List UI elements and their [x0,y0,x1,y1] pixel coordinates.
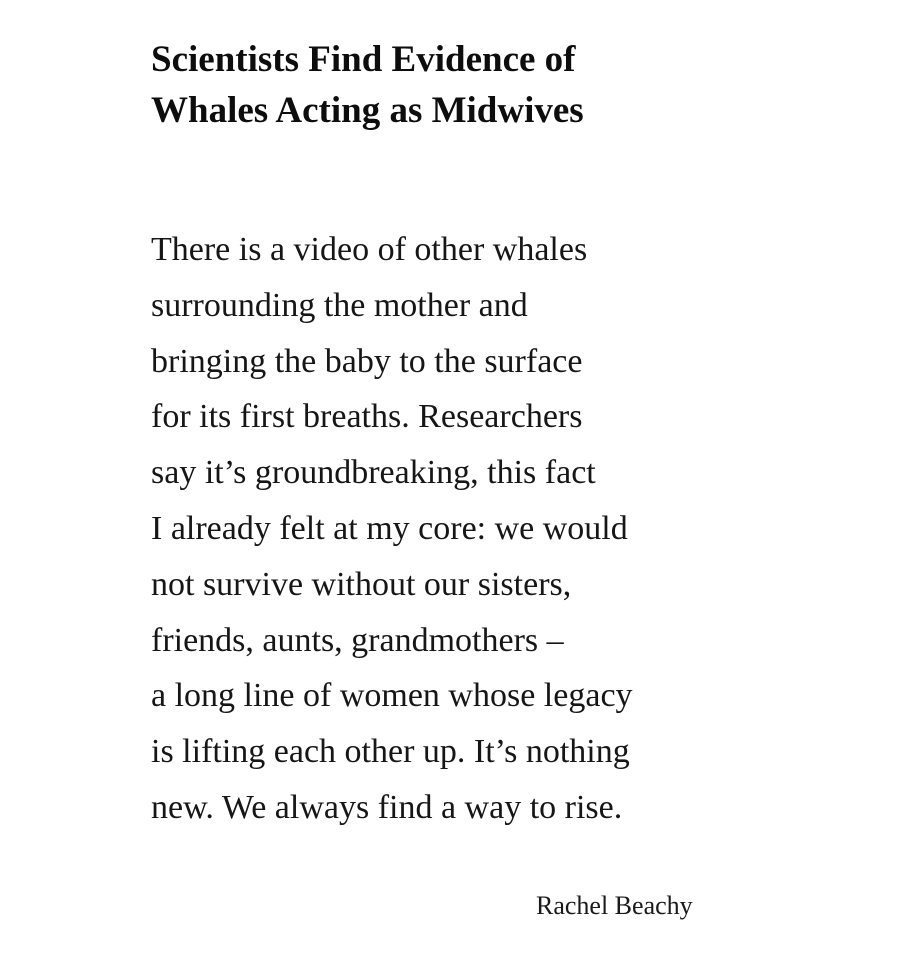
poem-line: a long line of women whose legacy [151,677,633,715]
poem-line: for its first breaths. Researchers [151,398,583,436]
poem-author: Rachel Beachy [536,891,693,920]
poem-title [151,34,584,136]
poem-line: say it’s groundbreaking, this fact [151,454,596,492]
poem-line: is lifting each other up. It’s nothing [151,733,630,771]
poem-title-line: Whales Acting as Midwives [151,90,584,131]
poem-line: new. We always find a way to rise. [151,788,623,826]
poem-line: I already felt at my core: we would [151,509,628,547]
poem-line: surrounding the mother and [151,286,528,324]
poem-body [151,222,633,836]
poem-line: friends, aunts, grandmothers – [151,621,564,659]
poem-line: not survive without our sisters, [151,565,572,603]
poem-line: There is a video of other whales [151,231,588,268]
poem-line: bringing the baby to the surface [151,342,583,380]
poem-title-line: Scientists Find Evidence of [151,39,576,80]
